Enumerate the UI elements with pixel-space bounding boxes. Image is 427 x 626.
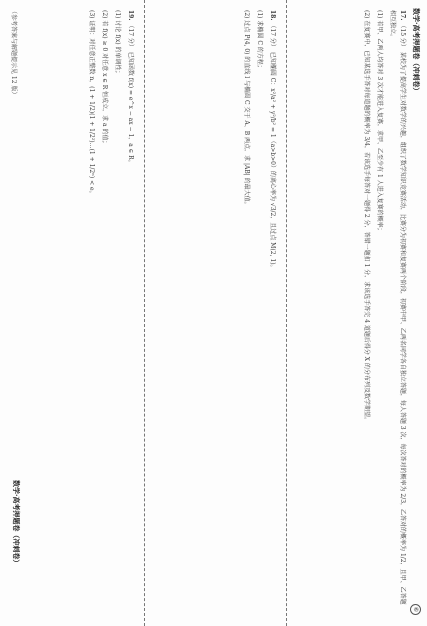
problem-18 bbox=[238, 10, 277, 610]
problem-part: (1) 求椭圆 C 的方程； bbox=[256, 10, 263, 71]
problem-number: 17. bbox=[399, 10, 406, 21]
problem-part: (2) 在复赛中，已知某选手答对每道题的概率为 3/4，若该选手每答对一题得 2 分，答错一题扣 1 分，求该选手答完 4 道题后得分 X 的分布列及数学期望。 bbox=[363, 10, 370, 423]
page-footer-title: 数学·高考押题卷（冲刺卷） bbox=[12, 480, 21, 567]
problem-part: (3) 证明：对任意正整数 n，(1 + 1/2)(1 + 1/2²)…(1 + 1/2ⁿ) < e。 bbox=[88, 10, 95, 197]
problem-score: （17 分） bbox=[127, 22, 134, 50]
problem-17 bbox=[358, 10, 407, 610]
divider bbox=[144, 0, 145, 626]
problem-part: (1) 若甲、乙两人均答对 3 次才能进入复赛，求甲、乙至少有 1 人进入复赛的概率； bbox=[376, 10, 383, 234]
problem-text: 已知椭圆 C：x²/a² + y²/b² = 1（a>b>0）的离心率为 √3/2，且过点 M(2, 1)。 bbox=[269, 51, 276, 271]
problem-number: 19. bbox=[127, 10, 134, 21]
problem-part: (1) 讨论 f(x) 的单调性； bbox=[114, 10, 121, 77]
page-indicator: ⑥ bbox=[410, 604, 421, 615]
problem-number: 18. bbox=[269, 10, 276, 21]
problem-part: (2) 过点 P(4, 0) 的直线 l 与椭圆 C 交于 A、B 两点，求 |AB| 的最大值。 bbox=[243, 10, 250, 208]
problem-text: 某校为了提高学生对数学的兴趣，组织了数学知识竞赛活动，比赛分为初赛和复赛两个阶段，初赛中甲、乙两名同学各自独立答题，每人答题 3 次，每次答对的概率为 2/3，乙答对的概率为 1/2，且甲、乙答题相互独立。 bbox=[389, 10, 406, 605]
divider bbox=[286, 0, 287, 626]
problem-score: （17 分） bbox=[269, 22, 276, 50]
page-header: 数学·高考押题卷（冲刺卷） bbox=[412, 8, 421, 95]
problem-score: （15 分） bbox=[399, 22, 406, 50]
problem-part: (2) 若 f(x) ≥ 0 对任意 x ∈ R 恒成立，求 a 的值； bbox=[101, 10, 108, 147]
problem-text: 已知函数 f(x) = e^x − ax − 1，a ∈ R。 bbox=[127, 51, 134, 166]
problem-19 bbox=[83, 10, 135, 610]
footer-note: （参考答案与解题提示见 12 版） bbox=[10, 8, 17, 98]
